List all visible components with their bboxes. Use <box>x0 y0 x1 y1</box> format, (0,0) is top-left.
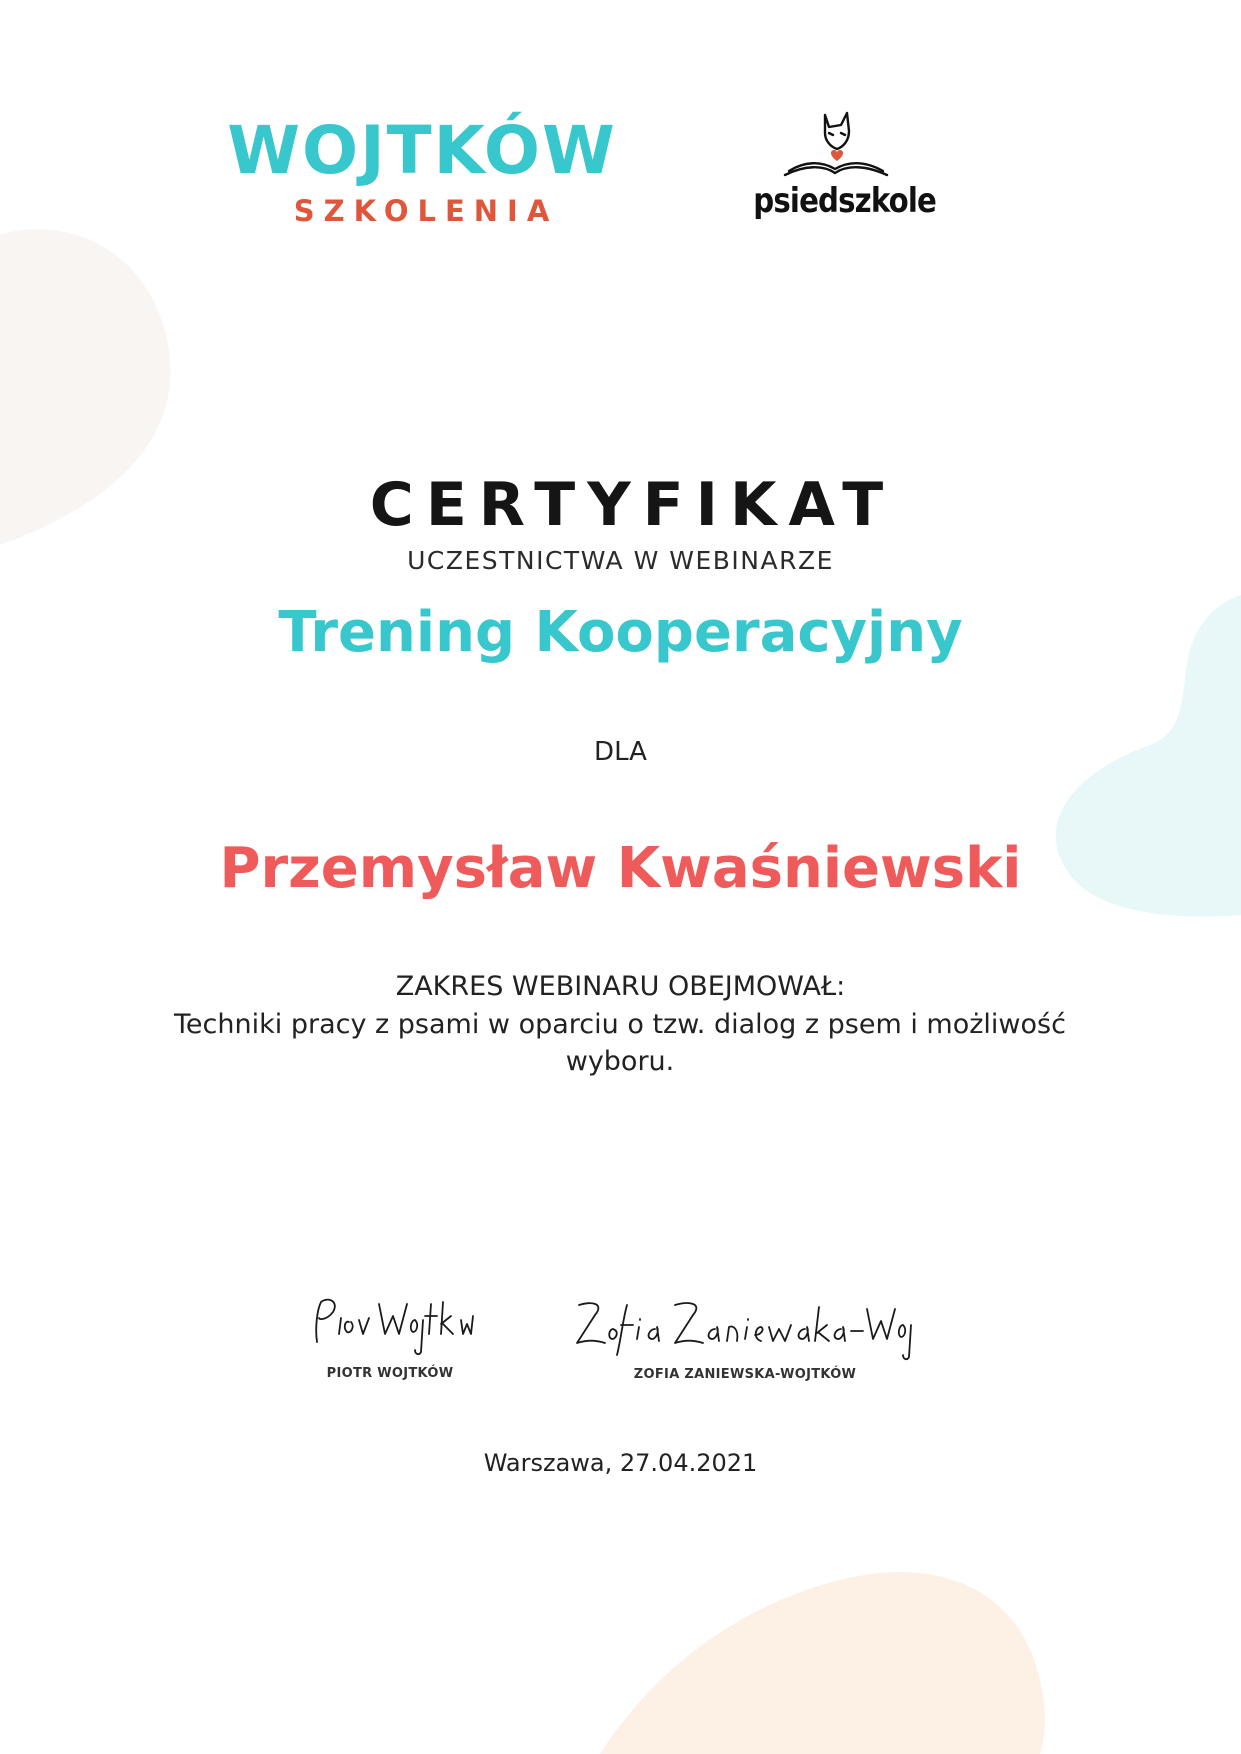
logo-psiedszkole-text: psiedszkole <box>753 181 936 221</box>
signature-name-zofia: ZOFIA ZANIEWSKA-WOJTKÓW <box>633 1367 857 1382</box>
wojtkow-szkolenia-logo <box>222 112 622 228</box>
scope-text: Techniki pracy z psami w oparciu o tzw. dialog z psem i możliwość wyboru. <box>174 1009 1066 1077</box>
certificate-title: CERTYFIKAT <box>369 470 896 540</box>
place-and-date: Warszawa, 27.04.2021 <box>483 1449 758 1477</box>
signature-name-piotr: PIOTR WOJTKÓW <box>326 1366 454 1381</box>
scope-label: ZAKRES WEBINARU OBEJMOWAŁ: <box>395 971 846 1002</box>
signature-block-zofia <box>560 1295 930 1382</box>
psiedszkole-logo <box>740 105 936 235</box>
logo-wojtkow-text: WOJTKÓW <box>227 112 617 189</box>
for-label: DLA <box>594 737 647 767</box>
participant-name: Przemysław Kwaśniewski <box>219 836 1022 901</box>
logo-szkolenia-text: SZKOLENIA <box>293 194 559 228</box>
course-name: Trening Kooperacyjny <box>278 600 963 665</box>
signature-zofia-image <box>565 1295 925 1361</box>
signature-piotr-image <box>305 1290 475 1360</box>
dog-reading-book-icon <box>775 105 895 185</box>
decorative-blob-bottom <box>600 1570 1050 1754</box>
certificate-subtitle: UCZESTNICTWA W WEBINARZE <box>407 546 834 575</box>
signature-block-piotr <box>300 1290 480 1381</box>
